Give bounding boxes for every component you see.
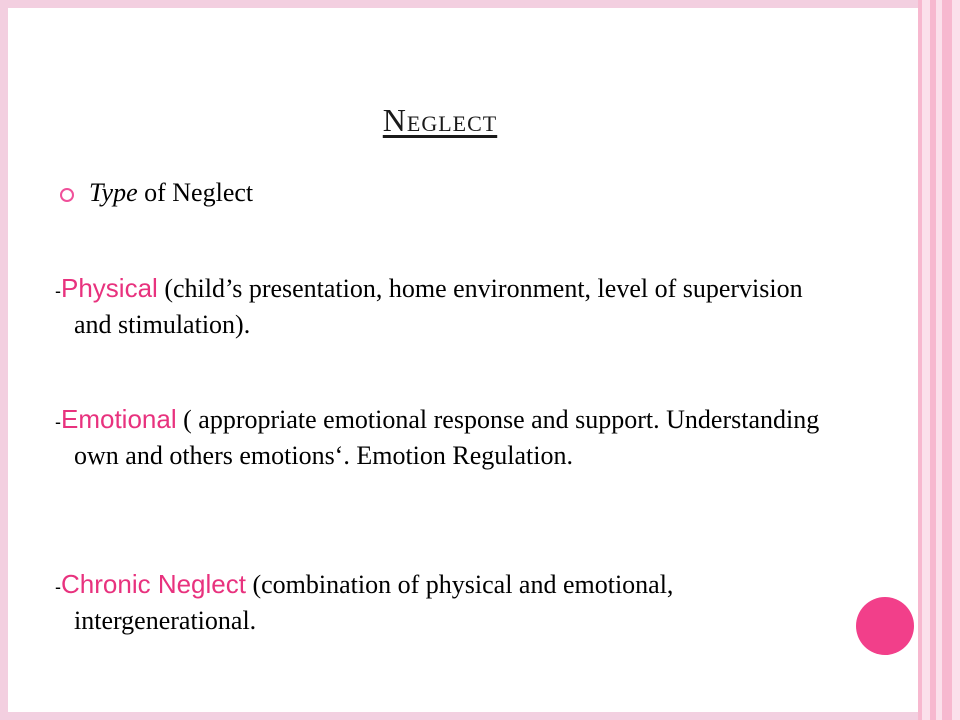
bullet-italic: Type bbox=[89, 178, 138, 207]
decor-stripe bbox=[942, 0, 952, 720]
neglect-type-emotional bbox=[55, 403, 834, 472]
keyword-emotional: Emotional bbox=[61, 404, 177, 434]
decor-stripe bbox=[952, 0, 960, 720]
decor-stripe bbox=[922, 0, 930, 720]
keyword-chronic: Chronic Neglect bbox=[61, 569, 246, 599]
bullet-text bbox=[89, 178, 253, 208]
slide-title: Neglect bbox=[382, 102, 498, 138]
frame-top bbox=[0, 0, 920, 8]
dash: - bbox=[55, 412, 61, 432]
description: (combination of physical and emotional, intergenerational. bbox=[74, 570, 674, 635]
keyword-physical: Physical bbox=[61, 273, 158, 303]
bullet-rest: of Neglect bbox=[137, 178, 254, 207]
description: ( appropriate emotional response and support. Understanding own and others emotions‘. Emotion Regulation. bbox=[74, 405, 820, 470]
dash: - bbox=[55, 281, 61, 301]
frame-bottom bbox=[0, 712, 920, 720]
bullet-item bbox=[60, 178, 253, 208]
dash: - bbox=[55, 577, 61, 597]
neglect-type-physical bbox=[55, 272, 834, 341]
decor-circle bbox=[856, 597, 914, 655]
bullet-circle-icon bbox=[60, 188, 74, 202]
description: (child’s presentation, home environment, level of supervision and stimulation). bbox=[74, 274, 803, 339]
neglect-type-chronic bbox=[55, 568, 834, 637]
